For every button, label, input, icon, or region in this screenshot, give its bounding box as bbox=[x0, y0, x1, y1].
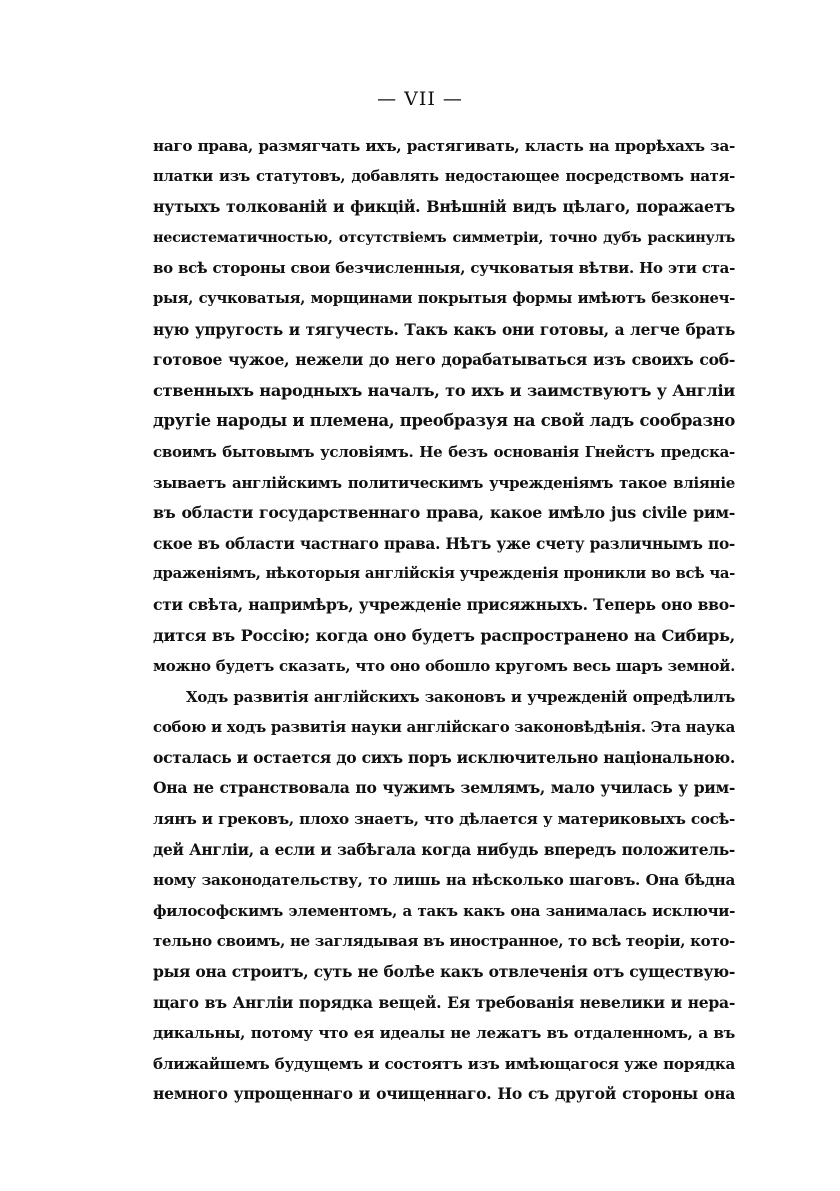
page-number: — VII — bbox=[377, 88, 463, 110]
text-line: ближайшемъ будущемъ и состоятъ изъ имѣющагося уже порядка bbox=[153, 1054, 735, 1073]
text-line: рыя, сучковатыя, морщинами покрытыя формы имѣютъ безконеч- bbox=[153, 289, 735, 307]
text-line: драженіямъ, нѣкоторыя англійскія учрежденія проникли во всѣ ча- bbox=[153, 565, 735, 583]
text-line: платки изъ статутовъ, добавлять недостающее посредствомъ натя- bbox=[153, 167, 735, 185]
text-line: рыя она строитъ, суть не болѣе какъ отвлеченія отъ существую- bbox=[153, 962, 735, 982]
text-line: Ходъ развитія англійскихъ законовъ и учрежденій опредѣлилъ bbox=[186, 687, 735, 706]
paragraph-1 bbox=[153, 131, 735, 682]
text-line: нутыхъ толкованій и фикцій. Внѣшній видъ цѣлаго, поражаетъ bbox=[153, 197, 735, 217]
text-line: во всѣ стороны свои безчисленныя, сучковатыя вѣтви. Но эти ста- bbox=[153, 259, 735, 278]
text-line: щаго въ Англіи порядка вещей. Ея требованія невелики и нера- bbox=[153, 992, 735, 1012]
text-line: ному законодательству, то лишь на нѣсколько шаговъ. Она бѣдна bbox=[153, 871, 735, 890]
text-line: дей Англіи, а если и забѣгала когда нибудь впередъ положитель- bbox=[153, 840, 735, 859]
text-line: философскимъ элементомъ, а такъ какъ она занималась исключи- bbox=[153, 901, 735, 920]
text-line: несистематичностью, отсутствіемъ симметріи, точно дубъ раскинулъ bbox=[153, 228, 735, 246]
body-text bbox=[153, 131, 735, 1110]
text-line: ственныхъ народныхъ началъ, то ихъ и заимствуютъ у Англіи bbox=[153, 380, 735, 400]
text-line: готовое чужое, нежели до него дорабатываться изъ своихъ соб- bbox=[153, 350, 735, 370]
text-line: наго права, размягчать ихъ, растягивать, класть на прорѣхахъ за- bbox=[153, 137, 735, 155]
text-line: зываетъ англійскимъ политическимъ учрежденіямъ такое вліяніе bbox=[153, 473, 735, 492]
text-line: тельно своимъ, не заглядывая въ иностранное, то всѣ теоріи, кото- bbox=[153, 932, 735, 951]
text-line: лянъ и грековъ, плохо знаетъ, что дѣлается у материковыхъ сосѣ- bbox=[153, 810, 735, 829]
text-line: сти свѣта, напримѣръ, учрежденіе присяжныхъ. Теперь оно вво- bbox=[153, 594, 735, 614]
text-line: своимъ бытовымъ условіямъ. Не безъ основанія Гнейстъ предска- bbox=[153, 442, 735, 461]
paragraph-2 bbox=[153, 682, 735, 1110]
text-line: собою и ходъ развитія науки англійскаго законовѣдѣнія. Эта наука bbox=[153, 718, 735, 737]
text-line: можно будетъ сказать, что оно обошло кругомъ весь шаръ земной. bbox=[153, 657, 735, 676]
text-line: ную упругость и тягучесть. Такъ какъ они готовы, а легче брать bbox=[153, 320, 735, 339]
text-line: немного упрощеннаго и очищеннаго. Но съ другой стороны она bbox=[153, 1084, 735, 1104]
text-line: Она не странствовала по чужимъ землямъ, мало училась у рим- bbox=[153, 778, 735, 798]
text-line: дикальны, потому что ея идеалы не лежатъ въ отдаленномъ, а въ bbox=[153, 1024, 735, 1043]
text-line: въ области государственнаго права, какое имѣло jus civile рим- bbox=[153, 503, 735, 523]
text-line: дится въ Россію; когда оно будетъ распространено на Сибирь, bbox=[153, 625, 735, 645]
text-line: ское въ области частнаго права. Нѣтъ уже счету различнымъ по- bbox=[153, 534, 735, 553]
text-line: другіе народы и племена, преобразуя на свой ладъ сообразно bbox=[153, 411, 735, 431]
text-line: осталась и остается до сихъ поръ исключительно національною. bbox=[153, 747, 735, 767]
